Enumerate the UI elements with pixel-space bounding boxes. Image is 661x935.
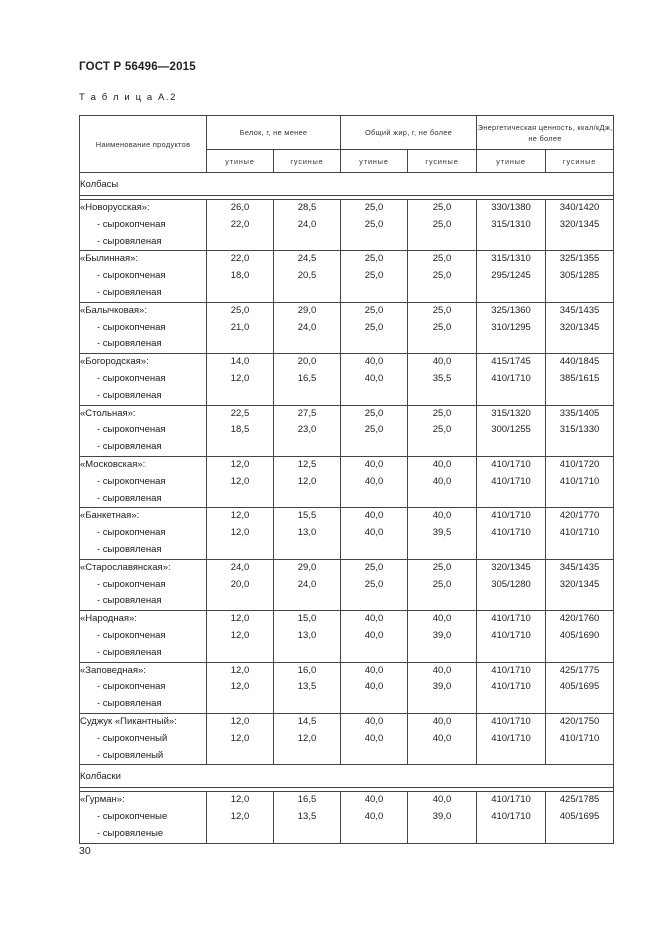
product-name: «Гурман»: — [80, 794, 125, 806]
value: 305/1285 — [559, 270, 600, 282]
product-group-row — [80, 405, 614, 456]
product-group-row — [80, 713, 614, 764]
product-variant: - сыровяленая — [97, 543, 162, 555]
value-cell — [408, 559, 477, 610]
value: 29,0 — [297, 304, 317, 316]
table-body — [80, 173, 614, 844]
table-caption: Т а б л и ц а А.2 — [79, 92, 178, 103]
product-name: «Народная»: — [80, 613, 137, 625]
value: 40,0 — [364, 811, 384, 823]
product-group-row — [80, 302, 614, 353]
value-cell — [546, 200, 614, 251]
product-group-row — [80, 251, 614, 302]
value: 410/1710 — [491, 510, 531, 522]
value: 410/1710 — [491, 458, 531, 470]
value: 440/1845 — [559, 356, 600, 368]
value: 410/1720 — [559, 458, 600, 470]
product-name-cell — [80, 200, 207, 251]
value: 40,0 — [432, 732, 452, 744]
product-variant: - сырокопченая — [97, 372, 166, 384]
value: 12,0 — [230, 715, 250, 727]
value: 35,5 — [432, 372, 452, 384]
value: 39,0 — [432, 629, 452, 641]
value: 25,0 — [432, 424, 452, 436]
value: 40,0 — [432, 664, 452, 676]
value: 405/1690 — [559, 629, 600, 641]
value-cell — [341, 611, 408, 662]
product-variant: - сыровяленая — [97, 389, 162, 401]
value: 25,0 — [364, 304, 384, 316]
value: 345/1435 — [559, 304, 600, 316]
product-name: «Балычковая»: — [80, 304, 147, 316]
value: 410/1710 — [559, 475, 600, 487]
value: 20,5 — [297, 270, 317, 282]
product-variant: - сырокопченая — [97, 321, 166, 333]
value: 40,0 — [432, 715, 452, 727]
value-cell — [546, 405, 614, 456]
value: 325/1355 — [559, 253, 600, 265]
product-variant: - сырокопченая — [97, 218, 166, 230]
product-variant: - сыровяленая — [97, 646, 162, 658]
value: 22,0 — [230, 218, 250, 230]
value-cell — [207, 354, 274, 405]
value: 345/1435 — [559, 561, 600, 573]
product-name: «Былинная»: — [80, 253, 139, 265]
value: 25,0 — [432, 202, 452, 213]
value: 25,0 — [364, 407, 384, 419]
subheader-goose: гусиные — [274, 150, 341, 173]
value-cell — [207, 508, 274, 559]
value: 305/1280 — [491, 578, 531, 590]
value: 315/1320 — [491, 407, 531, 419]
value: 40,0 — [364, 681, 384, 693]
value-cell — [477, 354, 546, 405]
value-cell — [408, 792, 477, 843]
value: 425/1785 — [559, 794, 600, 806]
value: 325/1360 — [491, 304, 531, 316]
product-name: Суджук «Пикантный»: — [80, 715, 177, 727]
value-cell — [477, 611, 546, 662]
value-cell — [274, 302, 341, 353]
product-name-cell — [80, 508, 207, 559]
value: 39,0 — [432, 811, 452, 823]
value: 315/1330 — [559, 424, 600, 436]
value-cell — [341, 302, 408, 353]
document-id: ГОСТ Р 56496—2015 — [79, 61, 196, 73]
product-variant: - сырокопченая — [97, 578, 166, 590]
product-variant: - сыровяленый — [97, 749, 164, 761]
product-group-row — [80, 456, 614, 507]
value: 315/1310 — [491, 218, 531, 230]
value: 320/1345 — [559, 218, 600, 230]
value: 410/1710 — [491, 629, 531, 641]
value: 24,5 — [297, 253, 317, 265]
value: 12,0 — [230, 527, 250, 539]
value: 25,0 — [432, 561, 452, 573]
value-cell — [477, 251, 546, 302]
value: 25,0 — [432, 407, 452, 419]
product-name-cell — [80, 559, 207, 610]
value: 21,0 — [230, 321, 250, 333]
product-name-cell — [80, 662, 207, 713]
product-name-cell — [80, 251, 207, 302]
value-cell — [546, 662, 614, 713]
value: 18,0 — [230, 270, 250, 282]
value-cell — [477, 792, 546, 843]
value: 315/1310 — [491, 253, 531, 265]
value: 40,0 — [364, 475, 384, 487]
value: 410/1710 — [491, 732, 531, 744]
value: 39,5 — [432, 527, 452, 539]
value: 24,0 — [297, 578, 317, 590]
value: 12,0 — [230, 510, 250, 522]
value: 40,0 — [364, 372, 384, 384]
value: 40,0 — [364, 629, 384, 641]
value-cell — [274, 559, 341, 610]
value: 13,0 — [297, 527, 317, 539]
value: 13,0 — [297, 629, 317, 641]
value: 24,0 — [297, 218, 317, 230]
value: 25,0 — [432, 321, 452, 333]
value-cell — [274, 508, 341, 559]
value: 16,5 — [297, 794, 317, 806]
value: 14,5 — [297, 715, 317, 727]
product-variant: - сырокопченая — [97, 424, 166, 436]
product-group-row — [80, 559, 614, 610]
product-variant: - сырокопченая — [97, 527, 166, 539]
product-name: «Новорусская»: — [80, 202, 150, 213]
value: 410/1710 — [491, 715, 531, 727]
product-variant: - сырокопченая — [97, 270, 166, 282]
header-protein: Белок, г, не менее — [207, 116, 341, 150]
value: 410/1710 — [491, 794, 531, 806]
value: 40,0 — [364, 613, 384, 625]
value: 410/1710 — [491, 475, 531, 487]
value-cell — [341, 354, 408, 405]
value-cell — [546, 508, 614, 559]
product-name-cell — [80, 611, 207, 662]
product-name: «Заповедная»: — [80, 664, 146, 676]
value: 40,0 — [432, 613, 452, 625]
value: 40,0 — [364, 527, 384, 539]
value-cell — [546, 251, 614, 302]
value: 15,5 — [297, 510, 317, 522]
value-cell — [274, 405, 341, 456]
header-energy: Энергетическая ценность, ккал/кДж, не более — [477, 116, 614, 150]
value: 12,0 — [297, 475, 317, 487]
value: 335/1405 — [559, 407, 600, 419]
value: 410/1710 — [491, 372, 531, 384]
value-cell — [207, 662, 274, 713]
product-variant: - сыровяленая — [97, 595, 162, 607]
value: 12,0 — [230, 475, 250, 487]
value: 12,0 — [230, 629, 250, 641]
section-title: Колбаски — [80, 765, 614, 788]
value-cell — [274, 713, 341, 764]
product-variant: - сыровяленая — [97, 235, 162, 247]
value-cell — [341, 456, 408, 507]
value: 13,5 — [297, 811, 317, 823]
product-variant: - сыровяленая — [97, 698, 162, 710]
value-cell — [207, 792, 274, 843]
value: 330/1380 — [491, 202, 531, 213]
value: 410/1710 — [559, 527, 600, 539]
section-row — [80, 173, 614, 196]
value: 25,0 — [364, 270, 384, 282]
value-cell — [408, 456, 477, 507]
value-cell — [546, 713, 614, 764]
product-group-row — [80, 354, 614, 405]
value: 23,0 — [297, 424, 317, 436]
value-cell — [546, 456, 614, 507]
product-variant: - сыровяленая — [97, 286, 162, 298]
value: 13,5 — [297, 681, 317, 693]
subheader-duck: утиные — [341, 150, 408, 173]
value-cell — [341, 559, 408, 610]
value-cell — [477, 713, 546, 764]
product-variant: - сыровяленая — [97, 338, 162, 350]
value: 25,0 — [432, 270, 452, 282]
value-cell — [477, 405, 546, 456]
value: 12,0 — [230, 794, 250, 806]
value: 25,0 — [364, 321, 384, 333]
product-group-row — [80, 611, 614, 662]
value: 340/1420 — [559, 202, 600, 213]
value: 295/1245 — [491, 270, 531, 282]
value: 16,5 — [297, 372, 317, 384]
value: 40,0 — [364, 356, 384, 368]
value: 15,0 — [297, 613, 317, 625]
value: 25,0 — [364, 578, 384, 590]
value-cell — [408, 508, 477, 559]
value: 40,0 — [364, 458, 384, 470]
value: 12,0 — [230, 681, 250, 693]
value-cell — [477, 662, 546, 713]
value: 14,0 — [230, 356, 250, 368]
value: 420/1750 — [559, 715, 600, 727]
value: 320/1345 — [491, 561, 531, 573]
value-cell — [207, 456, 274, 507]
value: 20,0 — [230, 578, 250, 590]
value: 300/1255 — [491, 424, 531, 436]
value-cell — [274, 456, 341, 507]
value-cell — [408, 302, 477, 353]
value: 415/1745 — [491, 356, 531, 368]
product-name: «Старославянская»: — [80, 561, 171, 573]
value-cell — [408, 251, 477, 302]
value: 26,0 — [230, 202, 250, 213]
value-cell — [477, 302, 546, 353]
product-group-row — [80, 200, 614, 251]
product-name: «Богородская»: — [80, 356, 149, 368]
value: 40,0 — [364, 732, 384, 744]
page-number: 30 — [79, 845, 91, 857]
value-cell — [207, 200, 274, 251]
value: 29,0 — [297, 561, 317, 573]
product-variant: - сырокопченая — [97, 475, 166, 487]
value: 25,0 — [432, 253, 452, 265]
value-cell — [477, 559, 546, 610]
value-cell — [408, 405, 477, 456]
product-name-cell — [80, 456, 207, 507]
value-cell — [207, 405, 274, 456]
value: 12,0 — [230, 811, 250, 823]
value-cell — [341, 662, 408, 713]
value-cell — [341, 251, 408, 302]
value-cell — [341, 792, 408, 843]
value-cell — [408, 713, 477, 764]
value: 12,0 — [230, 372, 250, 384]
value: 410/1710 — [491, 681, 531, 693]
value-cell — [274, 611, 341, 662]
product-name: «Московская»: — [80, 458, 146, 470]
section-title: Колбасы — [80, 173, 614, 196]
value: 410/1710 — [491, 613, 531, 625]
value: 425/1775 — [559, 664, 600, 676]
value-cell — [408, 662, 477, 713]
product-group-row — [80, 792, 614, 843]
value-cell — [207, 713, 274, 764]
value: 405/1695 — [559, 681, 600, 693]
value: 25,0 — [432, 304, 452, 316]
value: 20,0 — [297, 356, 317, 368]
value-cell — [477, 508, 546, 559]
value: 310/1295 — [491, 321, 531, 333]
value: 320/1345 — [559, 321, 600, 333]
product-variant: - сырокопченый — [97, 732, 168, 744]
value-cell — [546, 559, 614, 610]
subheader-duck: утиные — [207, 150, 274, 173]
header-fat: Общий жир, г, не более — [341, 116, 477, 150]
value: 40,0 — [364, 794, 384, 806]
value-cell — [207, 251, 274, 302]
value: 410/1710 — [491, 527, 531, 539]
subheader-goose: гусиные — [408, 150, 477, 173]
value: 410/1710 — [491, 811, 531, 823]
value-cell — [477, 200, 546, 251]
subheader-goose: гусиные — [546, 150, 614, 173]
value: 12,5 — [297, 458, 317, 470]
value: 40,0 — [432, 475, 452, 487]
value: 12,0 — [230, 613, 250, 625]
value: 25,0 — [364, 202, 384, 213]
value: 25,0 — [230, 304, 250, 316]
value-cell — [341, 713, 408, 764]
value-cell — [408, 200, 477, 251]
value: 22,5 — [230, 407, 250, 419]
subheader-duck: утиные — [477, 150, 546, 173]
value: 410/1710 — [559, 732, 600, 744]
value: 40,0 — [432, 356, 452, 368]
product-name: «Стольная»: — [80, 407, 136, 419]
section-row — [80, 765, 614, 788]
value-cell — [341, 200, 408, 251]
value: 16,0 — [297, 664, 317, 676]
value-cell — [274, 200, 341, 251]
product-variant: - сыровяленые — [97, 827, 164, 839]
product-name-cell — [80, 792, 207, 843]
product-name-cell — [80, 405, 207, 456]
value: 420/1760 — [559, 613, 600, 625]
value: 25,0 — [364, 561, 384, 573]
product-group-row — [80, 662, 614, 713]
product-variant: - сырокопченые — [97, 811, 168, 823]
value-cell — [408, 354, 477, 405]
value: 39,0 — [432, 681, 452, 693]
header-product-name: Наименование продуктов — [80, 116, 207, 173]
value-cell — [274, 792, 341, 843]
value-cell — [477, 456, 546, 507]
value: 40,0 — [432, 794, 452, 806]
nutrition-table — [79, 115, 614, 844]
value-cell — [546, 302, 614, 353]
value: 12,0 — [230, 664, 250, 676]
value: 27,5 — [297, 407, 317, 419]
value-cell — [546, 354, 614, 405]
product-variant: - сырокопченая — [97, 681, 166, 693]
product-group-row — [80, 508, 614, 559]
value-cell — [274, 354, 341, 405]
value: 25,0 — [432, 218, 452, 230]
value: 40,0 — [364, 715, 384, 727]
value-cell — [207, 559, 274, 610]
value: 25,0 — [432, 578, 452, 590]
value: 12,0 — [230, 732, 250, 744]
value: 28,5 — [297, 202, 317, 213]
product-variant: - сырокопченая — [97, 629, 166, 641]
product-variant: - сыровяленая — [97, 441, 162, 453]
value-cell — [341, 405, 408, 456]
value: 385/1615 — [559, 372, 600, 384]
value-cell — [274, 662, 341, 713]
value: 420/1770 — [559, 510, 600, 522]
product-name-cell — [80, 302, 207, 353]
product-name-cell — [80, 354, 207, 405]
value: 40,0 — [432, 510, 452, 522]
value: 405/1695 — [559, 811, 600, 823]
value: 24,0 — [297, 321, 317, 333]
value-cell — [207, 611, 274, 662]
value-cell — [408, 611, 477, 662]
value: 12,0 — [230, 458, 250, 470]
value: 25,0 — [364, 424, 384, 436]
value: 320/1345 — [559, 578, 600, 590]
value: 24,0 — [230, 561, 250, 573]
value: 25,0 — [364, 253, 384, 265]
value: 40,0 — [432, 458, 452, 470]
value: 40,0 — [364, 510, 384, 522]
value: 25,0 — [364, 218, 384, 230]
product-name: «Банкетная»: — [80, 510, 140, 522]
value-cell — [546, 611, 614, 662]
value-cell — [341, 508, 408, 559]
value-cell — [274, 251, 341, 302]
value: 410/1710 — [491, 664, 531, 676]
value: 18,5 — [230, 424, 250, 436]
value-cell — [546, 792, 614, 843]
value: 40,0 — [364, 664, 384, 676]
value: 22,0 — [230, 253, 250, 265]
value: 12,0 — [297, 732, 317, 744]
product-variant: - сыровяленая — [97, 492, 162, 504]
value-cell — [207, 302, 274, 353]
product-name-cell — [80, 713, 207, 764]
